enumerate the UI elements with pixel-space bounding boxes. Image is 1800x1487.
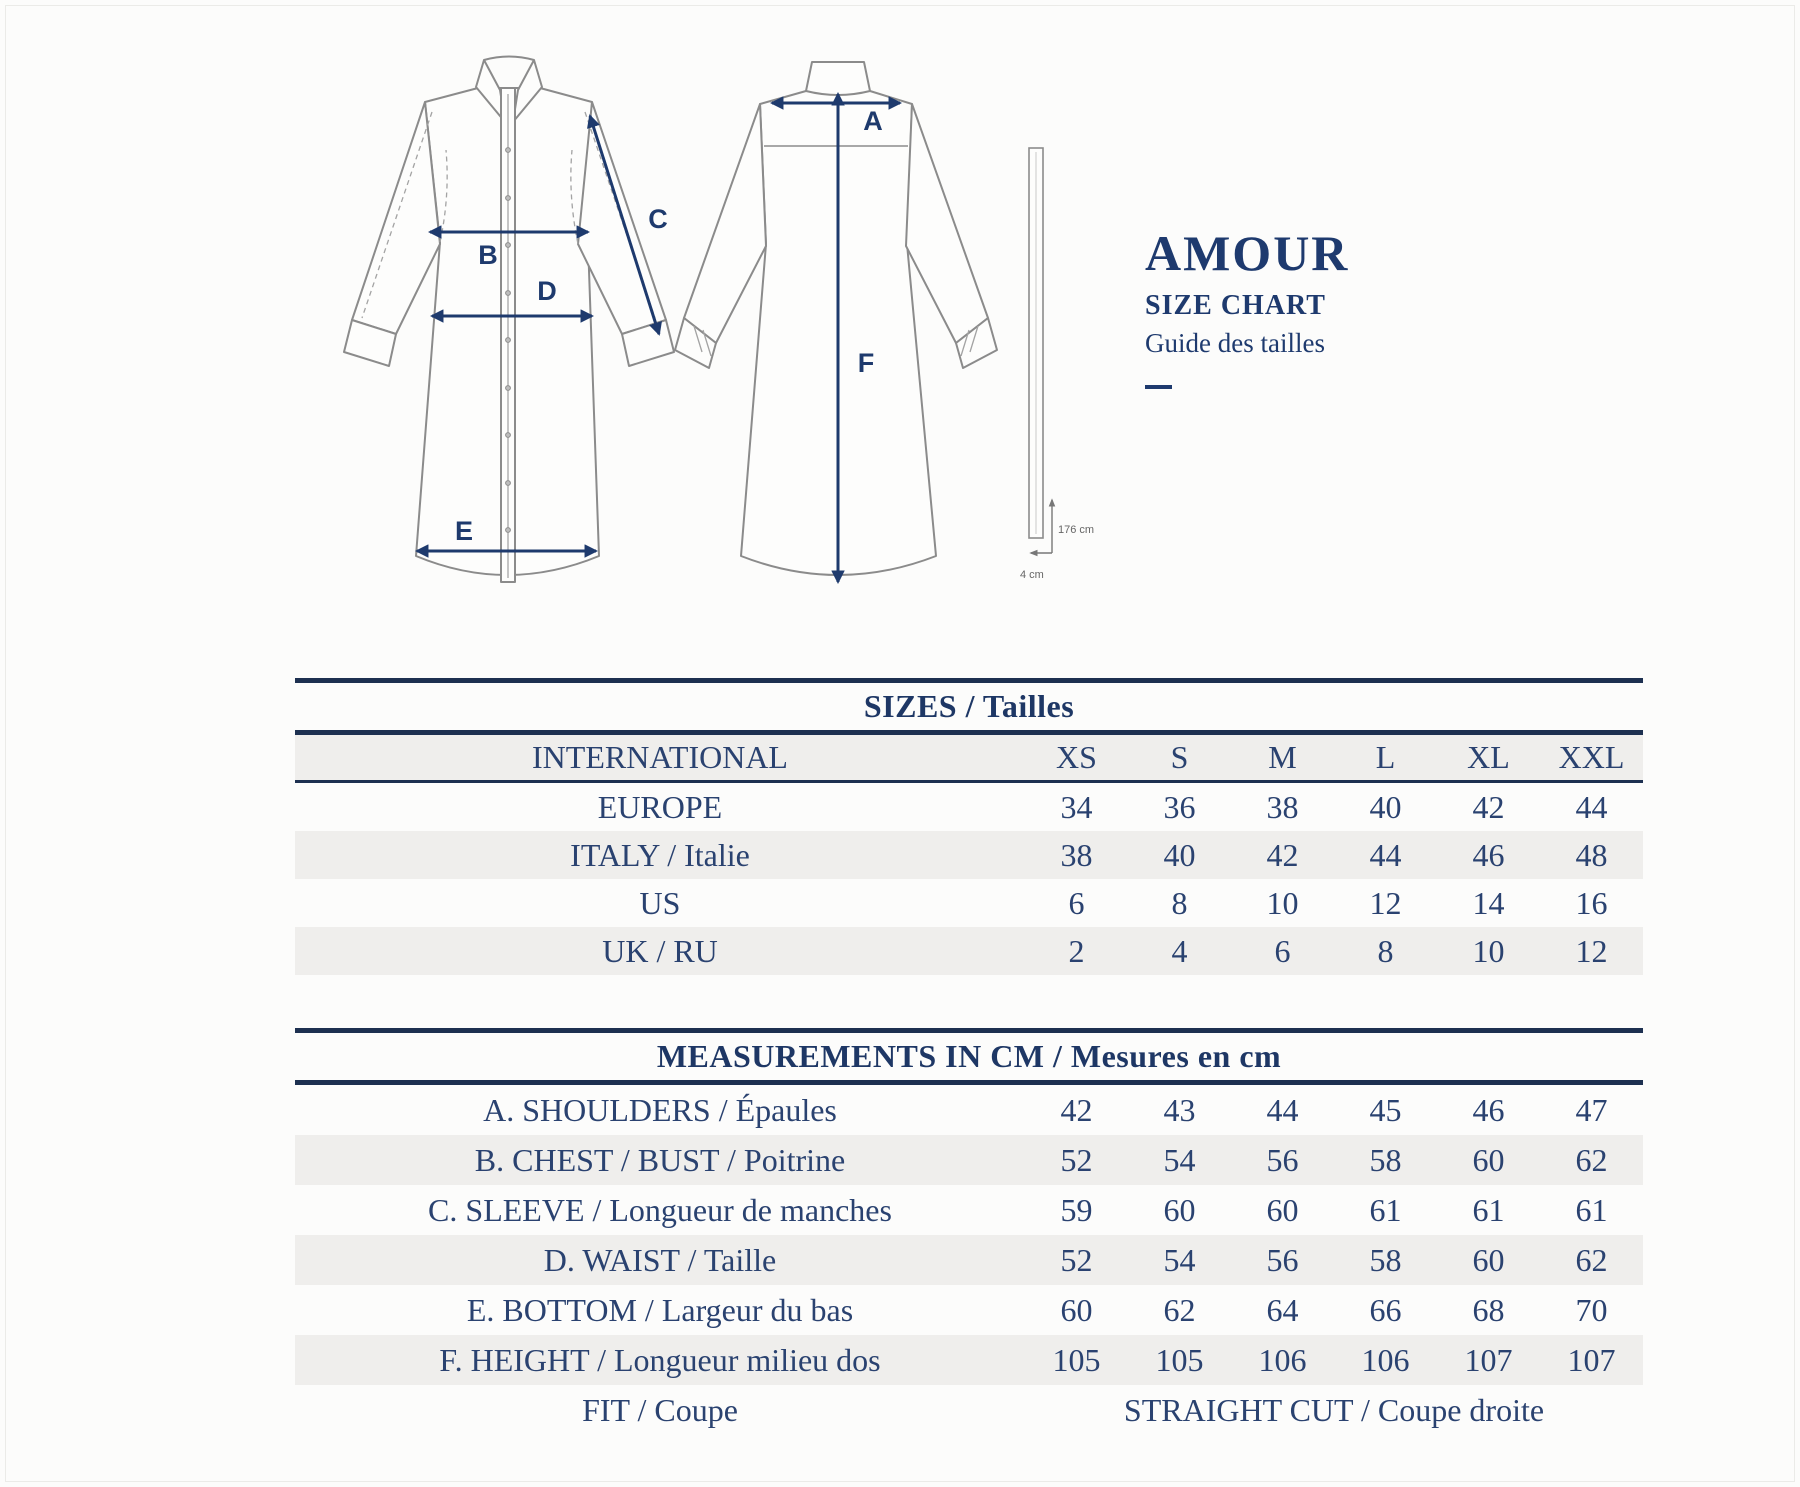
row-value: XS [1056,739,1097,775]
row-value: 61 [1369,1191,1402,1228]
measure-label-c: C [648,204,668,234]
row-value: 107 [1464,1341,1513,1378]
row-label: FIT / Coupe [582,1391,738,1428]
row-value: 44 [1266,1091,1299,1128]
front-view-drawing [344,57,674,583]
row-value: 42 [1472,788,1505,825]
row-value: 42 [1060,1091,1093,1128]
fit-value: STRAIGHT CUT / Coupe droite [1123,1391,1545,1428]
row-value: 60 [1472,1141,1505,1178]
sizes-table-rows [295,735,1643,975]
chart-subtitle-fr: Guide des tailles [1145,328,1325,358]
row-value: 48 [1575,836,1608,873]
table-row [295,783,1643,831]
row-value: 59 [1060,1191,1093,1228]
row-value: 10 [1266,884,1299,921]
row-label: C. SLEEVE / Longueur de manches [428,1191,892,1228]
row-value: 56 [1266,1241,1299,1278]
row-value: 54 [1163,1141,1196,1178]
row-value: 8 [1377,932,1394,969]
row-value: 62 [1575,1141,1608,1178]
table-row [295,1335,1643,1385]
sizes-table [295,678,1643,975]
row-label: D. WAIST / Taille [543,1241,777,1278]
row-value: 40 [1163,836,1196,873]
row-value: XL [1467,739,1510,775]
measure-label-e: E [454,516,474,546]
row-value: 44 [1575,788,1608,825]
measure-label-f: F [857,348,875,378]
chart-title: SIZE CHART [1145,290,1326,321]
brand-block [1145,225,1350,389]
row-label: US [639,884,681,921]
table-row [295,1135,1643,1185]
row-value: 38 [1266,788,1299,825]
row-value: 46 [1472,1091,1505,1128]
row-value: 14 [1472,884,1505,921]
table-row [295,735,1643,783]
row-value: 12 [1369,884,1402,921]
row-value: 12 [1575,932,1608,969]
row-value: M [1268,739,1297,775]
measure-label-a: A [863,106,883,136]
row-value: 4 [1171,932,1188,969]
row-value: 38 [1060,836,1093,873]
row-label: INTERNATIONAL [532,739,788,775]
row-value: 62 [1163,1291,1196,1328]
row-value: S [1170,739,1189,775]
back-left-sleeve [684,104,766,343]
row-label: ITALY / Italie [570,836,750,873]
row-value: 68 [1472,1291,1505,1328]
row-value: 70 [1575,1291,1608,1328]
measurements-table-rows [295,1085,1643,1385]
row-value: 52 [1060,1141,1093,1178]
belt-width-label: 4 cm [1020,569,1044,581]
measurements-table-title: MEASUREMENTS IN CM / Mesures en cm [656,1038,1282,1074]
back-collar-band [806,62,870,95]
row-label: EUROPE [597,788,723,825]
row-value: 46 [1472,836,1505,873]
table-row [295,1085,1643,1135]
row-value: 61 [1472,1191,1505,1228]
row-value: 47 [1575,1091,1608,1128]
row-value: 6 [1274,932,1291,969]
row-label: F. HEIGHT / Longueur milieu dos [439,1341,881,1378]
back-view-drawing [675,62,997,575]
row-value: 40 [1369,788,1402,825]
row-value: 44 [1369,836,1402,873]
row-value: 56 [1266,1141,1299,1178]
row-value: 58 [1369,1241,1402,1278]
row-label: E. BOTTOM / Largeur du bas [466,1291,854,1328]
divider-dash [1145,385,1172,389]
measure-label-d: D [537,276,557,306]
row-value: 42 [1266,836,1299,873]
row-value: 66 [1369,1291,1402,1328]
row-value: 2 [1068,932,1085,969]
row-value: 10 [1472,932,1505,969]
back-right-sleeve [906,104,988,343]
row-value: 106 [1361,1341,1410,1378]
row-value: 58 [1369,1141,1402,1178]
belt-length-label: 176 cm [1058,524,1095,536]
row-value: 105 [1155,1341,1204,1378]
row-value: 62 [1575,1241,1608,1278]
sizes-table-title: SIZES / Tailles [863,688,1075,724]
row-value: 106 [1258,1341,1307,1378]
row-value: 60 [1060,1291,1093,1328]
table-row [295,1285,1643,1335]
row-value: 54 [1163,1241,1196,1278]
row-value: XXL [1558,739,1625,775]
row-value: L [1375,739,1396,775]
row-value: 60 [1472,1241,1505,1278]
row-label: B. CHEST / BUST / Poitrine [474,1141,846,1178]
measurements-table [295,1028,1643,1435]
row-value: 36 [1163,788,1196,825]
table-row [295,831,1643,879]
garment-diagram [0,0,1800,650]
table-row [295,879,1643,927]
row-value: 105 [1052,1341,1101,1378]
row-label: A. SHOULDERS / Épaules [483,1091,837,1128]
row-value: 45 [1369,1091,1402,1128]
row-value: 61 [1575,1191,1608,1228]
row-value: 52 [1060,1241,1093,1278]
row-value: 34 [1060,788,1093,825]
row-value: 16 [1575,884,1608,921]
fit-row [295,1385,1643,1435]
row-value: 107 [1567,1341,1616,1378]
row-value: 43 [1163,1091,1196,1128]
table-row [295,1235,1643,1285]
row-value: 60 [1266,1191,1299,1228]
table-row [295,1185,1643,1235]
row-value: 6 [1068,884,1085,921]
table-row [295,927,1643,975]
front-collar-band [484,57,534,61]
row-value: 8 [1171,884,1188,921]
row-value: 60 [1163,1191,1196,1228]
brand-title: AMOUR [1145,225,1350,281]
row-value: 64 [1266,1291,1299,1328]
row-label: UK / RU [602,932,718,969]
measure-label-b: B [478,240,498,270]
belt-drawing [1020,148,1094,581]
